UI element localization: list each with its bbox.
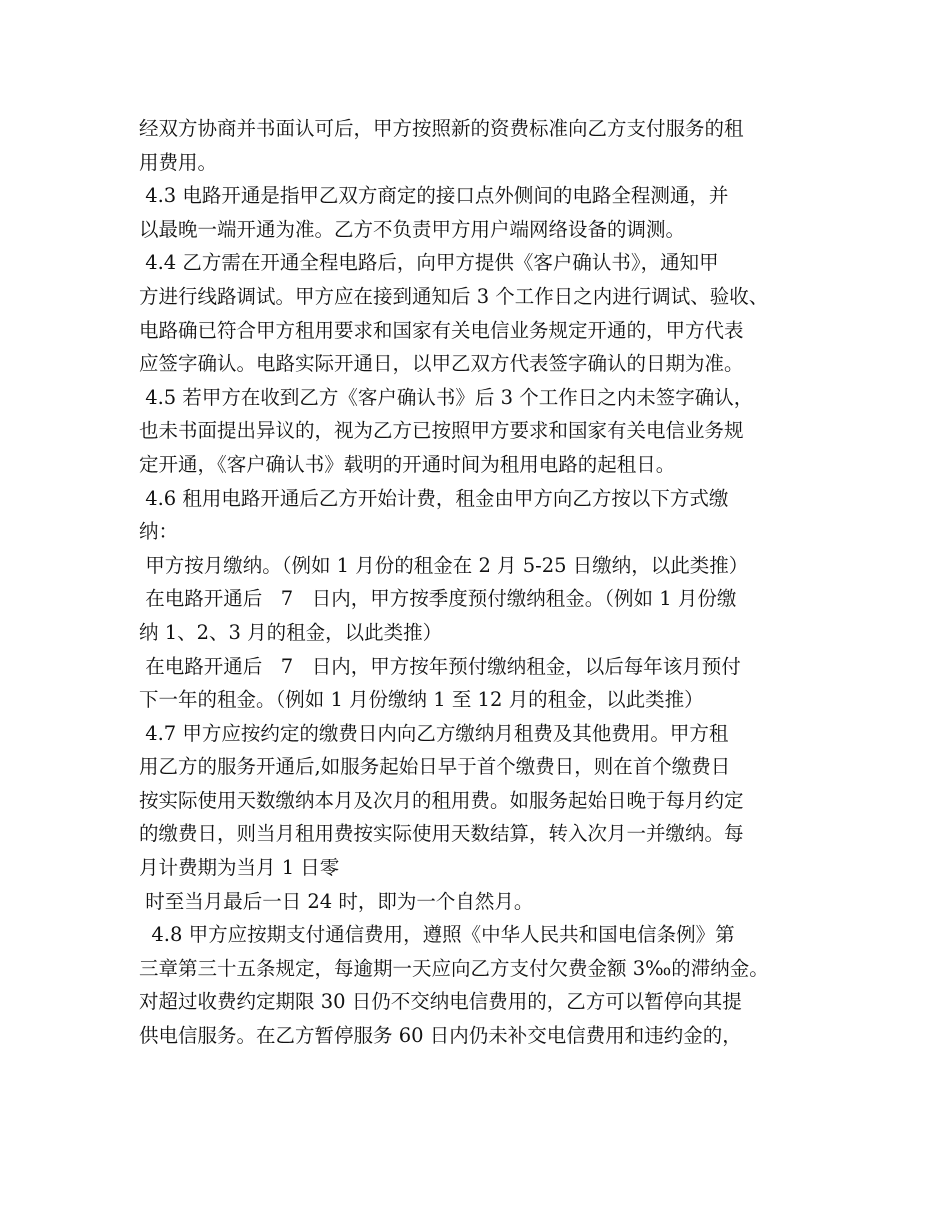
text-line: 4.7 甲方应按约定的缴费日内向乙方缴纳月租费及其他费用。甲方租 — [139, 721, 729, 745]
text-line: 用费用。 — [139, 150, 218, 174]
text-line: 4.8 甲方应按期支付通信费用，遵照《中华人民共和国电信条例》第 — [139, 923, 735, 947]
text-line: 电路确已符合甲方租用要求和国家有关电信业务规定开通的，甲方代表 — [139, 318, 744, 342]
text-line: 供电信服务。在乙方暂停服务 60 日内仍未补交电信费用和违约金的， — [139, 1024, 742, 1048]
text-line: 4.3 电路开通是指甲乙双方商定的接口点外侧间的电路全程测通，并 — [139, 184, 729, 208]
text-line: 纳 1、2、3 月的租金，以此类推） — [139, 620, 443, 644]
text-line: 4.5 若甲方在收到乙方《客户确认书》后 3 个工作日之内未签字确认， — [139, 385, 754, 409]
text-line: 方进行线路调试。甲方应在接到通知后 3 个工作日之内进行调试、验收、 — [139, 284, 769, 308]
text-line: 在电路开通后 7 日内，甲方按年预付缴纳租金，以后每年该月预付 — [139, 654, 741, 678]
text-line: 用乙方的服务开通后,如服务起始日早于首个缴费日，则在首个缴费日 — [139, 755, 731, 779]
text-line: 在电路开通后 7 日内，甲方按季度预付缴纳租金。（例如 1 月份缴 — [139, 587, 737, 611]
text-line: 甲方按月缴纳。（例如 1 月份的租金在 2 月 5-25 日缴纳，以此类推） — [139, 553, 749, 577]
text-line: 的缴费日，则当月租用费按实际使用天数结算，转入次月一并缴纳。每 — [139, 822, 744, 846]
text-line: 对超过收费约定期限 30 日仍不交纳电信费用的，乙方可以暂停向其提 — [139, 990, 742, 1014]
text-line: 4.6 租用电路开通后乙方开始计费，租金由甲方向乙方按以下方式缴 — [139, 486, 729, 510]
text-line: 纳： — [139, 520, 179, 544]
text-line: 也未书面提出异议的，视为乙方已按照甲方要求和国家有关电信业务规 — [139, 419, 744, 443]
text-line: 定开通，《客户确认书》载明的开通时间为租用电路的起租日。 — [139, 452, 676, 476]
text-line: 以最晚一端开通为准。乙方不负责甲方用户端网络设备的调测。 — [139, 217, 686, 241]
text-line: 下一年的租金。（例如 1 月份缴纳 1 至 12 月的租金，以此类推） — [139, 688, 704, 712]
document-body — [139, 112, 819, 1053]
text-line: 经双方协商并书面认可后，甲方按照新的资费标准向乙方支付服务的租 — [139, 117, 744, 140]
text-line: 应签字确认。电路实际开通日，以甲乙双方代表签字确认的日期为准。 — [139, 352, 744, 376]
text-line: 4.4 乙方需在开通全程电路后，向甲方提供《客户确认书》，通知甲 — [139, 251, 719, 275]
text-line: 三章第三十五条规定，每逾期一天应向乙方支付欠费金额 3‰的滞纳金。 — [139, 956, 769, 980]
text-line: 按实际使用天数缴纳本月及次月的租用费。如服务起始日晚于每月约定 — [139, 788, 744, 812]
text-line: 时至当月最后一日 24 时，即为一个自然月。 — [139, 889, 534, 913]
text-line: 月计费期为当月 1 日零 — [139, 856, 340, 880]
